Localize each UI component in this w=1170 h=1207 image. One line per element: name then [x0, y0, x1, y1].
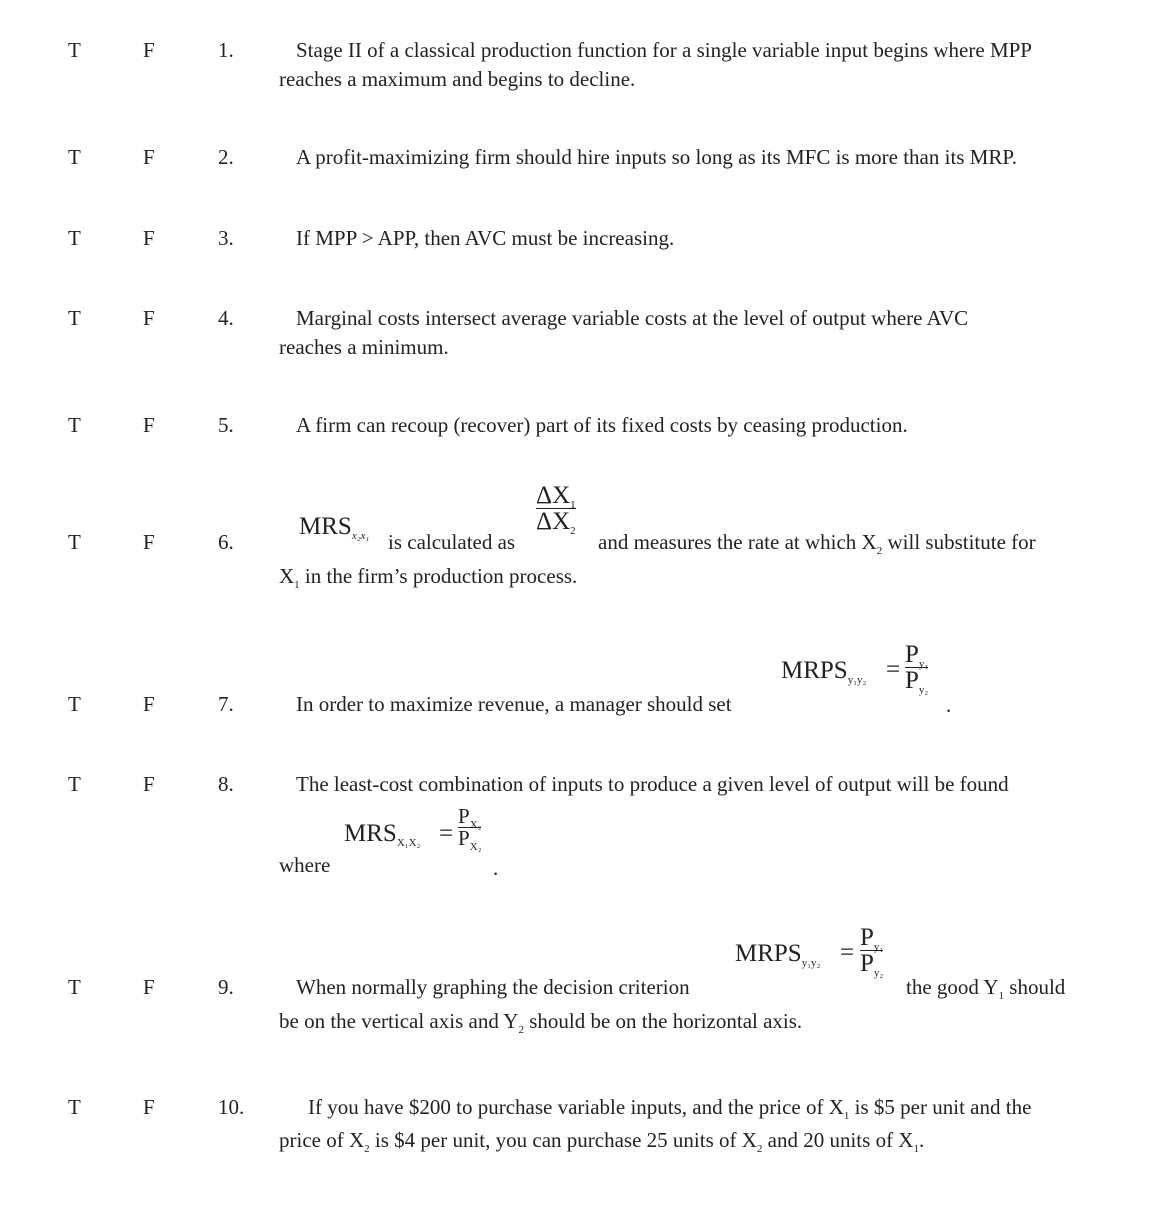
false-option[interactable]: F — [143, 413, 155, 437]
false-option[interactable]: F — [143, 145, 155, 169]
question-text-cont: reaches a maximum and begins to decline. — [279, 67, 636, 91]
false-option[interactable]: F — [143, 38, 155, 62]
true-option[interactable]: T — [68, 38, 81, 62]
question-text-cont: price of $X_2$ is $4 per unit, you can purchase 25 units of $X_2$ and 20 units of $X_1$. — [279, 1128, 925, 1155]
period: . — [493, 856, 499, 880]
question-text: In order to maximize revenue, a manager should set — [296, 692, 732, 716]
true-option[interactable]: T — [68, 1095, 81, 1119]
question-number: 7. — [218, 692, 234, 716]
price-ratio: $P_{X_2}$ $P_{X_2}$ — [458, 804, 482, 853]
true-option[interactable]: T — [68, 226, 81, 250]
false-option[interactable]: F — [143, 692, 155, 716]
question-text: is calculated as — [388, 530, 516, 554]
question-text: If MPP > APP, then AVC must be increasing. — [296, 226, 675, 250]
question-text: A profit-maximizing firm should hire inputs so long as its MFC is more than its MRP. — [296, 145, 1018, 169]
true-option[interactable]: T — [68, 772, 81, 796]
question-text: Stage II of a classical production function for a single variable input begins where MPP — [296, 38, 1032, 62]
question-text-cont: be on the vertical axis and $Y_2$ should be on the horizontal axis. — [279, 1009, 803, 1036]
true-option[interactable]: T — [68, 413, 81, 437]
mrps-symbol: $MRPS_{y_1y_2}$ — [735, 940, 821, 969]
question-number: 9. — [218, 975, 234, 999]
false-option[interactable]: F — [143, 226, 155, 250]
question-number: 2. — [218, 145, 234, 169]
true-option[interactable]: T — [68, 145, 81, 169]
false-option[interactable]: F — [143, 975, 155, 999]
false-option[interactable]: F — [143, 306, 155, 330]
question-text-cont: reaches a minimum. — [279, 335, 449, 359]
question-number: 3. — [218, 226, 234, 250]
false-option[interactable]: F — [143, 530, 155, 554]
price-ratio: $P_{y_1}$ $P_{y_2}$ — [905, 641, 929, 696]
true-option[interactable]: T — [68, 530, 81, 554]
question-number: 10. — [218, 1095, 245, 1119]
question-text: Marginal costs intersect average variable costs at the level of output where AVC — [296, 306, 969, 330]
question-number: 1. — [218, 38, 234, 62]
question-number: 6. — [218, 530, 234, 554]
mrs-symbol: $MRS_{X_1X_2}$ — [344, 820, 421, 849]
true-option[interactable]: T — [68, 306, 81, 330]
question-number: 4. — [218, 306, 234, 330]
question-text: If you have $200 to purchase variable inputs, and the price of $X_1$ is $5 per unit and the — [308, 1095, 1032, 1122]
question-text-cont: where — [279, 853, 331, 877]
delta-fraction: $\Delta X_1$ $\Delta X_2$ — [536, 482, 576, 537]
true-option[interactable]: T — [68, 692, 81, 716]
price-ratio: $P_{y_1}$ $P_{y_2}$ — [860, 924, 884, 979]
question-text: When normally graphing the decision criterion — [296, 975, 690, 999]
question-text-b: the good $Y_1$ should — [906, 975, 1066, 1002]
true-option[interactable]: T — [68, 975, 81, 999]
false-option[interactable]: F — [143, 772, 155, 796]
equals-sign: = — [439, 820, 454, 847]
question-text: A firm can recoup (recover) part of its fixed costs by ceasing production. — [296, 413, 908, 437]
mrs-symbol: $MRS_{x_2x_1}$ — [299, 513, 370, 542]
question-text: The least-cost combination of inputs to produce a given level of output will be found — [296, 772, 1009, 796]
question-text-cont: $X_1$ in the firm’s production process. — [279, 564, 578, 591]
mrps-symbol: $MRPS_{y_1y_2}$ — [781, 657, 867, 686]
false-option[interactable]: F — [143, 1095, 155, 1119]
question-number: 8. — [218, 772, 234, 796]
period: . — [946, 693, 952, 717]
equals-sign: = — [886, 656, 901, 683]
equals-sign: = — [840, 939, 855, 966]
question-number: 5. — [218, 413, 234, 437]
question-text-b: and measures the rate at which $X_2$ will substitute for — [598, 530, 1036, 557]
